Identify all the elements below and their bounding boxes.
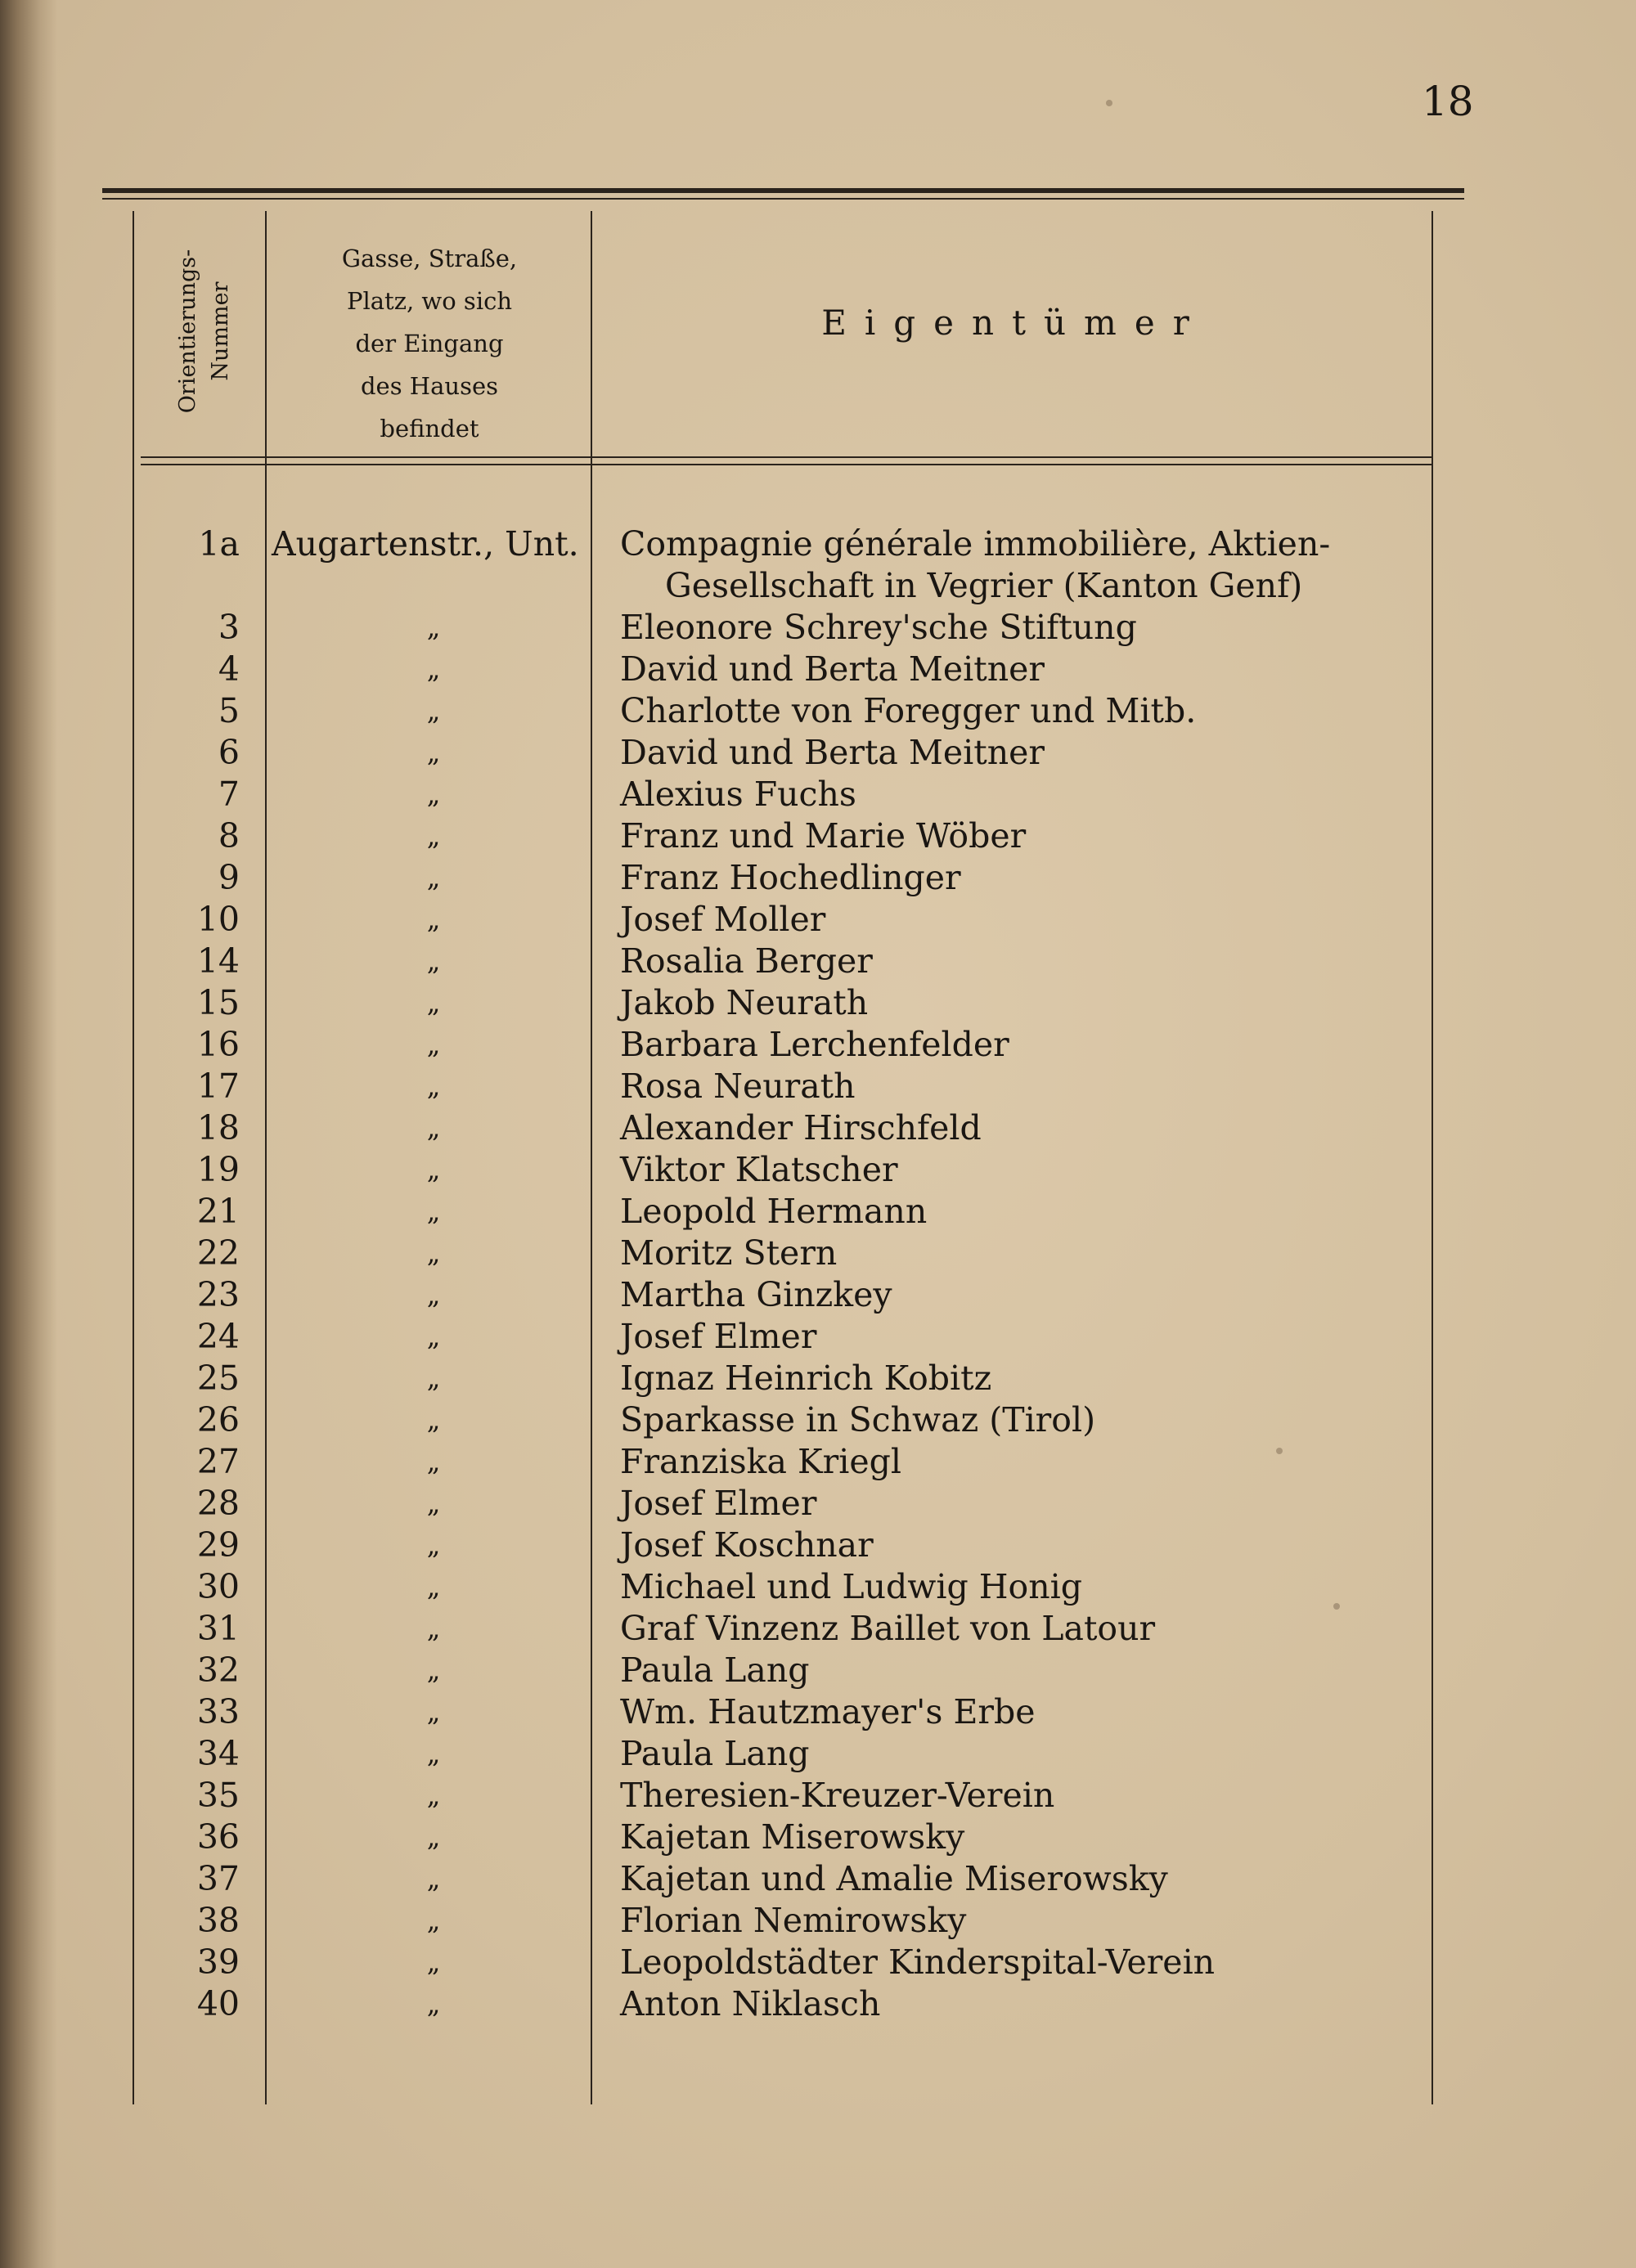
owner-name: Graf Vinzenz Baillet von Latour bbox=[620, 1609, 1156, 1648]
paper-spot bbox=[1333, 1603, 1340, 1610]
street-ditto-mark: „ bbox=[426, 1863, 441, 1894]
house-number: 14 bbox=[196, 941, 240, 981]
street-ditto-mark: „ bbox=[426, 862, 441, 893]
owner-name: Compagnie générale immobilière, Aktien- bbox=[620, 524, 1331, 564]
street-ditto-mark: „ bbox=[426, 1947, 441, 1978]
table-row bbox=[0, 1608, 1636, 1650]
house-number: 28 bbox=[196, 1484, 240, 1523]
street-ditto-mark: „ bbox=[426, 1780, 441, 1811]
street-ditto-mark: „ bbox=[426, 1321, 441, 1352]
house-number: 40 bbox=[196, 1984, 240, 2023]
street-ditto-mark: „ bbox=[426, 1821, 441, 1853]
street-name: Augartenstr., Unt. bbox=[272, 524, 579, 564]
house-number: 23 bbox=[196, 1275, 240, 1314]
owner-cell bbox=[620, 815, 1430, 857]
street-ditto-mark: „ bbox=[426, 1613, 441, 1644]
street-ditto-mark: „ bbox=[426, 1071, 441, 1102]
street-ditto-mark: „ bbox=[426, 1738, 441, 1769]
paper-spot bbox=[1106, 100, 1112, 106]
owner-cell bbox=[620, 1358, 1430, 1399]
house-number: 17 bbox=[196, 1067, 240, 1106]
table-row bbox=[0, 1483, 1636, 1525]
house-number: 31 bbox=[196, 1609, 240, 1648]
owner-cell bbox=[620, 1399, 1430, 1441]
table-row bbox=[0, 1691, 1636, 1733]
street-ditto-mark: „ bbox=[426, 1237, 441, 1269]
owner-cell bbox=[620, 1775, 1430, 1817]
street-ditto-mark: „ bbox=[426, 1279, 441, 1310]
table-row bbox=[0, 774, 1636, 815]
owner-name: Franziska Kriegl bbox=[620, 1442, 901, 1481]
house-number: 32 bbox=[196, 1650, 240, 1690]
table-row bbox=[0, 941, 1636, 982]
paper-spot bbox=[1276, 1448, 1283, 1454]
table-row bbox=[0, 690, 1636, 732]
owner-name: Leopold Hermann bbox=[620, 1192, 928, 1231]
house-number: 21 bbox=[196, 1192, 240, 1231]
house-number: 1a bbox=[198, 524, 240, 564]
owner-cell bbox=[620, 1191, 1430, 1233]
header-rule-thick bbox=[102, 188, 1464, 193]
table-row bbox=[0, 1358, 1636, 1399]
owner-cell bbox=[620, 732, 1430, 774]
owner-name: Paula Lang bbox=[620, 1734, 810, 1773]
owner-name: Rosa Neurath bbox=[620, 1067, 856, 1106]
owner-cell bbox=[620, 1274, 1430, 1316]
owner-name: Viktor Klatscher bbox=[620, 1150, 898, 1189]
street-ditto-mark: „ bbox=[426, 1112, 441, 1143]
owner-name-continued: Gesellschaft in Vegrier (Kanton Genf) bbox=[665, 566, 1303, 605]
table-row bbox=[0, 607, 1636, 649]
owner-name: Leopoldstädter Kinderspital-Verein bbox=[620, 1942, 1216, 1982]
owner-cell bbox=[620, 857, 1430, 899]
house-number: 24 bbox=[196, 1317, 240, 1356]
house-number: 35 bbox=[196, 1776, 240, 1815]
owner-cell bbox=[620, 690, 1430, 732]
owner-name: David und Berta Meitner bbox=[620, 649, 1045, 689]
table-row bbox=[0, 523, 1636, 607]
owner-name: Moritz Stern bbox=[620, 1233, 838, 1273]
owner-cell bbox=[620, 1900, 1430, 1942]
street-ditto-mark: „ bbox=[426, 1571, 441, 1602]
owner-cell bbox=[620, 1107, 1430, 1149]
house-number: 3 bbox=[218, 608, 240, 647]
table-row bbox=[0, 1942, 1636, 1983]
house-number: 8 bbox=[218, 816, 240, 856]
owner-cell bbox=[620, 1525, 1430, 1566]
table-row bbox=[0, 1066, 1636, 1107]
street-ditto-mark: „ bbox=[426, 1154, 441, 1185]
owner-cell bbox=[620, 1233, 1430, 1274]
street-ditto-mark: „ bbox=[426, 1404, 441, 1435]
owner-name: David und Berta Meitner bbox=[620, 733, 1045, 772]
owner-name: Sparkasse in Schwaz (Tirol) bbox=[620, 1400, 1096, 1439]
table-row bbox=[0, 649, 1636, 690]
table-row bbox=[0, 899, 1636, 941]
street-ditto-mark: „ bbox=[426, 653, 441, 685]
page-number: 18 bbox=[1422, 78, 1474, 125]
table-row bbox=[0, 1525, 1636, 1566]
house-number: 10 bbox=[196, 900, 240, 939]
owner-name: Franz Hochedlinger bbox=[620, 858, 961, 897]
house-number: 22 bbox=[196, 1233, 240, 1273]
street-ditto-mark: „ bbox=[426, 1655, 441, 1686]
header-rule-thin bbox=[102, 198, 1464, 200]
street-ditto-mark: „ bbox=[426, 945, 441, 977]
house-number: 36 bbox=[196, 1817, 240, 1857]
table-row bbox=[0, 732, 1636, 774]
owner-cell bbox=[620, 982, 1430, 1024]
owner-name: Paula Lang bbox=[620, 1650, 810, 1690]
house-number: 15 bbox=[196, 983, 240, 1022]
owner-cell bbox=[620, 1441, 1430, 1483]
owner-name: Josef Moller bbox=[620, 900, 826, 939]
owner-cell bbox=[620, 523, 1430, 607]
street-ditto-mark: „ bbox=[426, 904, 441, 935]
house-number: 25 bbox=[196, 1359, 240, 1398]
owner-name: Michael und Ludwig Honig bbox=[620, 1567, 1082, 1606]
street-ditto-mark: „ bbox=[426, 1488, 441, 1519]
table-row bbox=[0, 1399, 1636, 1441]
table-row bbox=[0, 1650, 1636, 1691]
table-row bbox=[0, 1149, 1636, 1191]
owner-name: Ignaz Heinrich Kobitz bbox=[620, 1359, 992, 1398]
house-number: 30 bbox=[196, 1567, 240, 1606]
owner-cell bbox=[620, 941, 1430, 982]
owner-cell bbox=[620, 1942, 1430, 1983]
table-row bbox=[0, 1191, 1636, 1233]
owner-name: Wm. Hautzmayer's Erbe bbox=[620, 1692, 1036, 1731]
owner-name: Jakob Neurath bbox=[620, 983, 869, 1022]
table-row bbox=[0, 815, 1636, 857]
owner-cell bbox=[620, 1149, 1430, 1191]
owner-cell bbox=[620, 1858, 1430, 1900]
house-number: 19 bbox=[196, 1150, 240, 1189]
street-ditto-mark: „ bbox=[426, 695, 441, 726]
house-number: 18 bbox=[196, 1108, 240, 1147]
house-number: 27 bbox=[196, 1442, 240, 1481]
owner-name: Barbara Lerchenfelder bbox=[620, 1025, 1009, 1064]
table-row bbox=[0, 982, 1636, 1024]
owner-name: Eleonore Schrey'sche Stiftung bbox=[620, 608, 1137, 647]
owner-cell bbox=[620, 1066, 1430, 1107]
street-ditto-mark: „ bbox=[426, 612, 441, 643]
table-row bbox=[0, 1858, 1636, 1900]
owner-cell bbox=[620, 1817, 1430, 1858]
house-number: 4 bbox=[218, 649, 240, 689]
street-ditto-mark: „ bbox=[426, 737, 441, 768]
table-row bbox=[0, 857, 1636, 899]
owner-cell bbox=[620, 1650, 1430, 1691]
street-ditto-mark: „ bbox=[426, 1363, 441, 1394]
house-number: 38 bbox=[196, 1901, 240, 1940]
owner-name: Martha Ginzkey bbox=[620, 1275, 892, 1314]
owner-cell bbox=[620, 1608, 1430, 1650]
house-number: 6 bbox=[218, 733, 240, 772]
owner-name: Kajetan und Amalie Miserowsky bbox=[620, 1859, 1168, 1898]
owner-name: Josef Elmer bbox=[620, 1484, 817, 1523]
table-row bbox=[0, 1024, 1636, 1066]
street-ditto-mark: „ bbox=[426, 987, 441, 1018]
owner-name: Franz und Marie Wöber bbox=[620, 816, 1027, 856]
table-row bbox=[0, 1566, 1636, 1608]
owner-name: Rosalia Berger bbox=[620, 941, 873, 981]
table-row bbox=[0, 1733, 1636, 1775]
number-column-header-text: Orientierungs- Nummer bbox=[175, 249, 233, 414]
street-ditto-mark: „ bbox=[426, 1446, 441, 1477]
table-row bbox=[0, 1900, 1636, 1942]
owner-cell bbox=[620, 899, 1430, 941]
owner-cell bbox=[620, 1691, 1430, 1733]
house-number: 34 bbox=[196, 1734, 240, 1773]
house-number: 26 bbox=[196, 1400, 240, 1439]
table-row bbox=[0, 1817, 1636, 1858]
column-header-divider-second bbox=[141, 464, 1432, 465]
street-ditto-mark: „ bbox=[426, 1196, 441, 1227]
owner-cell bbox=[620, 649, 1430, 690]
house-number: 16 bbox=[196, 1025, 240, 1064]
owner-name: Florian Nemirowsky bbox=[620, 1901, 967, 1940]
house-number: 7 bbox=[218, 775, 240, 814]
owner-cell bbox=[620, 1983, 1430, 2025]
street-ditto-mark: „ bbox=[426, 1696, 441, 1727]
owner-name: Charlotte von Foregger und Mitb. bbox=[620, 691, 1197, 730]
house-number: 37 bbox=[196, 1859, 240, 1898]
owner-cell bbox=[620, 1733, 1430, 1775]
owner-table-body bbox=[0, 523, 1636, 2025]
owner-name: Josef Elmer bbox=[620, 1317, 817, 1356]
street-ditto-mark: „ bbox=[426, 1905, 441, 1936]
owner-cell bbox=[620, 1316, 1430, 1358]
owner-cell bbox=[620, 1483, 1430, 1525]
owner-name: Kajetan Miserowsky bbox=[620, 1817, 965, 1857]
number-column-header bbox=[160, 229, 249, 433]
owner-name: Theresien-Kreuzer-Verein bbox=[620, 1776, 1055, 1815]
table-row bbox=[0, 1233, 1636, 1274]
owner-name: Josef Koschnar bbox=[620, 1525, 874, 1565]
table-row bbox=[0, 1274, 1636, 1316]
owner-name: Alexander Hirschfeld bbox=[620, 1108, 982, 1147]
column-header-divider bbox=[141, 456, 1432, 458]
house-number: 39 bbox=[196, 1942, 240, 1982]
street-column-header: Gasse, Straße, Platz, wo sich der Eingang des Hauses befindet bbox=[341, 245, 518, 442]
street-ditto-mark: „ bbox=[426, 820, 441, 851]
table-row bbox=[0, 1441, 1636, 1483]
table-row bbox=[0, 1316, 1636, 1358]
owner-column-header: Eigentümer bbox=[821, 303, 1207, 343]
street-ditto-mark: „ bbox=[426, 1029, 441, 1060]
owner-cell bbox=[620, 1566, 1430, 1608]
table-row bbox=[0, 1983, 1636, 2025]
table-row bbox=[0, 1775, 1636, 1817]
owner-cell bbox=[620, 1024, 1430, 1066]
owner-cell bbox=[620, 607, 1430, 649]
owner-name: Alexius Fuchs bbox=[620, 775, 856, 814]
owner-name: Anton Niklasch bbox=[620, 1984, 881, 2023]
street-ditto-mark: „ bbox=[426, 1529, 441, 1561]
owner-cell bbox=[620, 774, 1430, 815]
house-number: 29 bbox=[196, 1525, 240, 1565]
street-ditto-mark: „ bbox=[426, 779, 441, 810]
house-number: 33 bbox=[196, 1692, 240, 1731]
street-ditto-mark: „ bbox=[426, 1988, 441, 2019]
house-number: 5 bbox=[218, 691, 240, 730]
house-number: 9 bbox=[218, 858, 240, 897]
table-row bbox=[0, 1107, 1636, 1149]
